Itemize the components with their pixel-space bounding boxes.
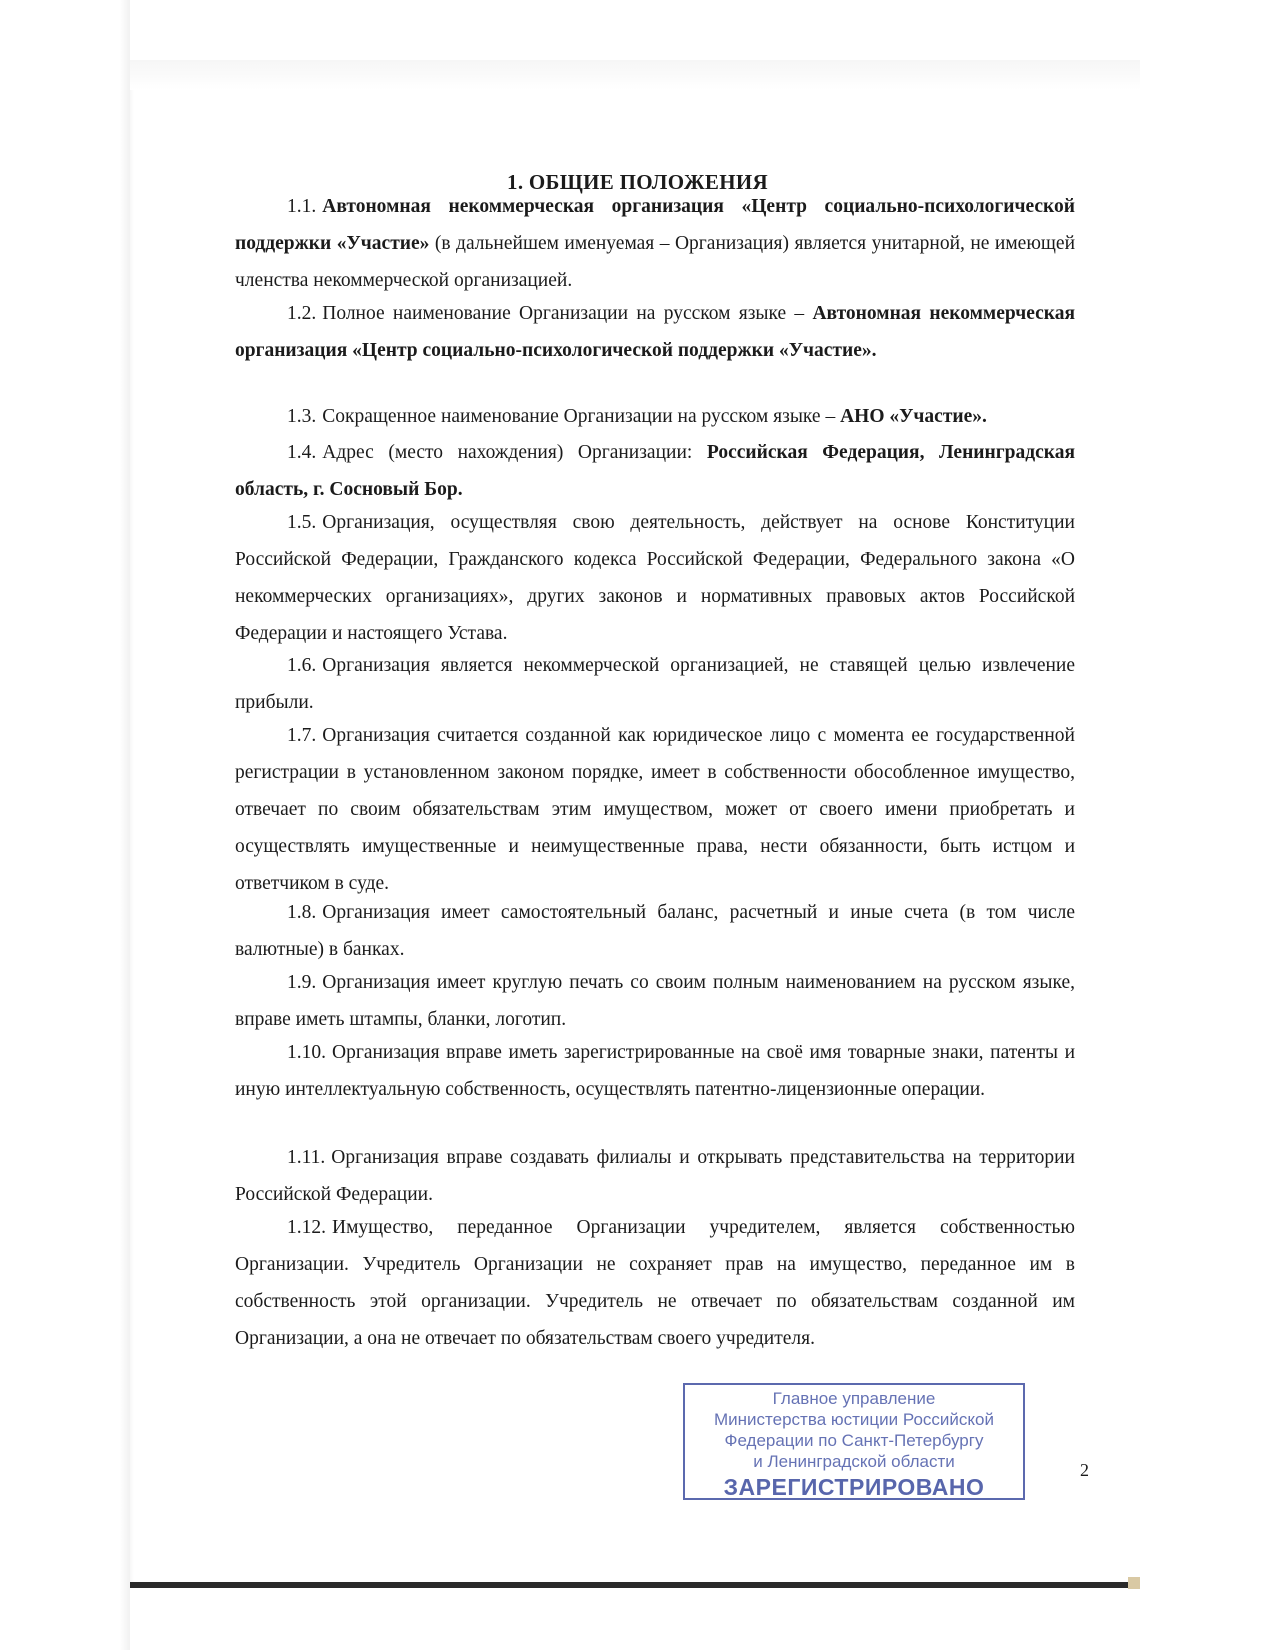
clause-number: 1.9. [287,972,317,993]
stamp-line: Федерации по Санкт-Петербургу [724,1431,984,1450]
page-number: 2 [1080,1460,1089,1480]
clause-number: 1.12. [287,1217,326,1238]
stamp-status: ЗАРЕГИСТРИРОВАНО [723,1474,985,1500]
clause-number: 1.8. [287,902,317,923]
clause-text: Организация является некоммерческой организацией, не ставящей целью извлечение прибыли. [235,655,1075,713]
clause-1-1 [235,188,1075,299]
clause-number: 1.6. [287,655,317,676]
clause-1-8 [235,894,1075,968]
scan-top-edge [130,60,1140,90]
clause-1-4 [235,434,1075,508]
organization-full-name: Автономная некоммерческая организация «Центр социально-психологической поддержки «Участие». [235,303,1075,361]
organization-short-name: АНО «Участие». [840,406,987,427]
clause-text: Организация имеет круглую печать со своим полным наименованием на русском языке, вправе иметь штампы, бланки, логотип. [235,972,1075,1030]
clause-text: Организация вправе иметь зарегистрированные на своё имя товарные знаки, патенты и иную интеллектуальную собственность, осуществлять патентно-лицензионные операции. [235,1042,1075,1100]
stamp-line: Главное управление [772,1389,936,1408]
clause-text: Организация имеет самостоятельный баланс, расчетный и иные счета (в том числе валютные) в банках. [235,902,1075,960]
scan-margin [0,0,130,1650]
clause-number: 1.5. [287,512,317,533]
clause-1-12 [235,1209,1075,1357]
clause-number: 1.10. [287,1042,326,1063]
clause-text: Организация считается созданной как юридическое лицо с момента ее государственной регистрации в установленном законом порядке, имеет в собственности обособленное имущество, отвечает по своим обязательствам этим имуществом, может от своего имени приобретать и осуществлять имущественные и неимущественные права, нести обязанности, быть истцом и ответчиком в суде. [235,725,1075,894]
organization-address: Российская Федерация, Ленинградская область, г. Сосновый Бор. [235,442,1075,500]
clause-number: 1.4. [287,442,317,463]
clause-1-6 [235,647,1075,721]
clause-text: Организация вправе создавать филиалы и открывать представительства на территории Российской Федерации. [235,1147,1075,1205]
registration-stamp [683,1383,1025,1500]
clause-text: (в дальнейшем именуемая – Организация) является унитарной, не имеющей членства некоммерческой организацией. [235,233,1076,291]
clause-1-11 [235,1139,1075,1213]
clause-number: 1.1. [287,196,317,217]
clause-1-2 [235,295,1075,369]
clause-number: 1.7. [287,725,317,746]
clause-number: 1.11. [287,1147,326,1168]
stamp-line: и Ленинградской области [753,1452,955,1471]
stamp-line: Министерства юстиции Российской [714,1410,994,1429]
clause-text: Организация, осуществляя свою деятельность, действует на основе Конституции Российской Федерации, Гражданского кодекса Российской Федерации, Федерального закона «О некоммерческих организациях», других законов и нормативных правовых актов Российской Федерации и настоящего Устава. [235,512,1075,644]
clause-1-10 [235,1034,1075,1108]
clause-1-5 [235,504,1075,652]
clause-text: Сокращенное наименование Организации на русском языке – [322,406,841,427]
clause-text: Имущество, переданное Организации учредителем, является собственностью Организации. Учредитель Организации не сохраняет прав на имущество, переданное им в собственность этой организации. Учредитель не отвечает по обязательствам созданной им Организации, а она не отвечает по обязательствам своего учредителя. [235,1217,1075,1349]
clause-text: Адрес (место нахождения) Организации: [322,442,707,463]
clause-text: Полное наименование Организации на русском языке – [322,303,813,324]
clause-1-9 [235,964,1075,1038]
clause-number: 1.2. [287,303,317,324]
clause-number: 1.3. [287,406,317,427]
organization-full-name: Автономная некоммерческая организация «Центр социально-психологической поддержки «Участие» [235,196,1075,254]
clause-1-7 [235,717,1075,902]
scan-bottom-edge [130,1582,1138,1588]
scan-corner [1128,1577,1140,1589]
section-title: 1. ОБЩИЕ ПОЛОЖЕНИЯ [507,170,768,194]
clause-1-3 [235,398,1075,435]
